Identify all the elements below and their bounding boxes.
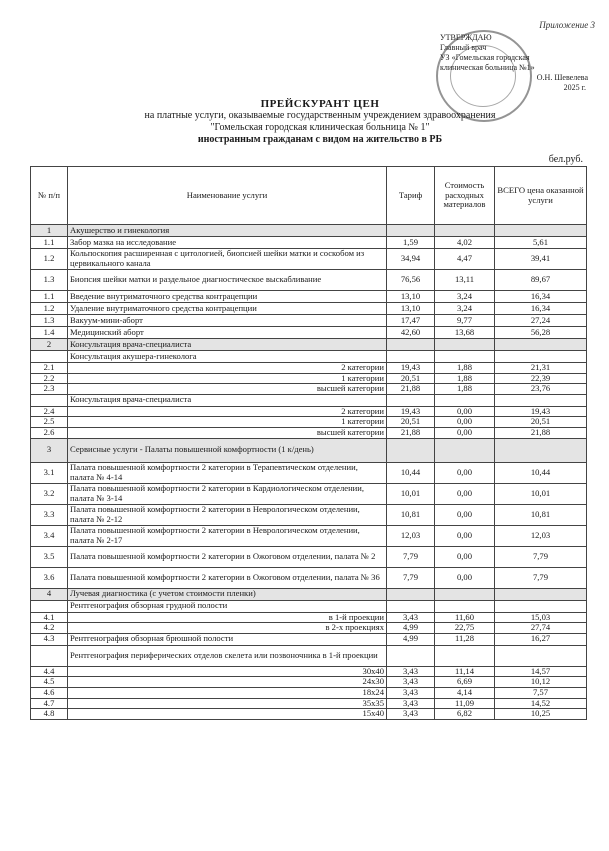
cell-tariff [387,438,435,462]
cell-name: Палата повышенной комфортности 2 категории в Ожоговом отделении, палата № 2 [68,546,387,567]
cell-total [495,438,587,462]
cell-total: 5,61 [495,237,587,249]
currency-label: бел.руб. [548,154,583,165]
cell-materials: 13,68 [435,327,495,339]
cell-num: 4.8 [31,709,68,720]
cell-num: 4.1 [31,612,68,623]
cell-tariff: 7,79 [387,567,435,588]
cell-num: 1.3 [31,315,68,327]
cell-name: 15х40 [68,709,387,720]
cell-materials [435,339,495,351]
column-header-total: ВСЕГО цена оказанной услуги [495,167,587,225]
cell-num: 2.1 [31,363,68,374]
cell-tariff: 19,43 [387,363,435,374]
cell-total: 20,51 [495,417,587,428]
table-row [31,698,587,709]
cell-materials: 0,00 [435,483,495,504]
cell-tariff: 21,88 [387,427,435,438]
cell-total: 10,01 [495,483,587,504]
cell-num: 4.4 [31,666,68,677]
cell-name: 30х40 [68,666,387,677]
column-header-num: № п/п [31,167,68,225]
cell-name: 35х35 [68,698,387,709]
cell-num: 3.1 [31,462,68,483]
table-row [31,225,587,237]
price-table-body [31,225,587,720]
cell-name: Забор мазка на исследование [68,237,387,249]
cell-tariff: 42,60 [387,327,435,339]
cell-num: 1.2 [31,249,68,270]
cell-tariff [387,645,435,666]
cell-num: 1.1 [31,291,68,303]
cell-total: 27,74 [495,623,587,634]
cell-total: 27,24 [495,315,587,327]
table-row [31,394,587,406]
cell-tariff: 10,81 [387,504,435,525]
cell-tariff: 1,59 [387,237,435,249]
cell-num: 4.3 [31,633,68,645]
cell-name: Палата повышенной комфортности 2 категории в Неврологическом отделении, палата № 2-17 [68,525,387,546]
cell-num: 1.3 [31,270,68,291]
cell-materials [435,600,495,612]
cell-name: высшей категории [68,427,387,438]
cell-num: 3.2 [31,483,68,504]
cell-materials: 4,14 [435,687,495,698]
cell-materials: 22,75 [435,623,495,634]
cell-num: 2.5 [31,417,68,428]
table-row [31,645,587,666]
cell-total: 21,88 [495,427,587,438]
cell-num: 2.3 [31,384,68,395]
cell-total: 10,25 [495,709,587,720]
cell-num: 4.7 [31,698,68,709]
cell-tariff: 3,43 [387,698,435,709]
cell-materials [435,351,495,363]
table-row [31,291,587,303]
cell-tariff: 3,43 [387,666,435,677]
cell-name: Сервисные услуги - Палаты повышенной комфортности (1 к/день) [68,438,387,462]
cell-name: Биопсия шейки матки и раздельное диагностическое выскабливание [68,270,387,291]
cell-name: Введение внутриматочного средства контрацепции [68,291,387,303]
cell-materials: 0,00 [435,427,495,438]
approval-line: УЗ «Гомельская городская [440,53,530,62]
table-row [31,384,587,395]
cell-materials: 11,60 [435,612,495,623]
cell-name: высшей категории [68,384,387,395]
cell-total [495,225,587,237]
table-row [31,600,587,612]
cell-name: Палата повышенной комфортности 2 категории в Кардиологическом отделении, палата № 3-14 [68,483,387,504]
cell-materials: 0,00 [435,504,495,525]
cell-tariff: 17,47 [387,315,435,327]
cell-materials: 3,24 [435,291,495,303]
cell-total: 56,28 [495,327,587,339]
cell-num: 3.5 [31,546,68,567]
cell-total: 14,57 [495,666,587,677]
cell-tariff: 12,03 [387,525,435,546]
cell-materials: 11,09 [435,698,495,709]
table-row [31,612,587,623]
table-row [31,303,587,315]
cell-name: Кольпоскопия расширенная с цитологией, биопсией шейки матки и соскобом из цервикального канала [68,249,387,270]
cell-tariff [387,351,435,363]
cell-materials: 0,00 [435,406,495,417]
cell-tariff [387,225,435,237]
column-header-name: Наименование услуги [68,167,387,225]
cell-total: 89,67 [495,270,587,291]
cell-total: 23,76 [495,384,587,395]
cell-tariff: 4,99 [387,633,435,645]
cell-name: 1 категории [68,417,387,428]
cell-tariff [387,339,435,351]
cell-name: 2 категории [68,363,387,374]
cell-name: Акушерство и гинекология [68,225,387,237]
cell-tariff: 3,43 [387,677,435,688]
cell-materials: 1,88 [435,384,495,395]
cell-name: Консультация врача-специалиста [68,394,387,406]
cell-name: Рентгенография периферических отделов скелета или позвоночника в 1-й проекции [68,645,387,666]
cell-name: Лучевая диагностика (с учетом стоимости пленки) [68,588,387,600]
cell-total: 7,79 [495,567,587,588]
cell-total [495,394,587,406]
cell-total [495,588,587,600]
cell-tariff [387,394,435,406]
cell-name: Консультация акушера-гинеколога [68,351,387,363]
cell-total [495,339,587,351]
cell-num: 1.1 [31,237,68,249]
table-row [31,373,587,384]
cell-name: Рентгенография обзорная грудной полости [68,600,387,612]
table-row [31,327,587,339]
cell-tariff: 20,51 [387,373,435,384]
appendix-label: Приложение 3 [539,20,595,30]
table-row [31,315,587,327]
table-row [31,462,587,483]
approval-line: 2025 г. [563,83,586,92]
table-row [31,633,587,645]
table-row [31,525,587,546]
table-row [31,339,587,351]
cell-name: 24х30 [68,677,387,688]
table-row [31,270,587,291]
cell-total: 16,34 [495,291,587,303]
table-row [31,546,587,567]
cell-materials: 0,00 [435,462,495,483]
cell-num: 1 [31,225,68,237]
table-row [31,677,587,688]
table-row [31,623,587,634]
cell-num: 4.5 [31,677,68,688]
cell-materials: 1,88 [435,373,495,384]
cell-materials: 11,28 [435,633,495,645]
cell-num: 4.6 [31,687,68,698]
cell-tariff: 20,51 [387,417,435,428]
approval-line: О.Н. Шевелева [536,73,588,82]
cell-total: 21,31 [495,363,587,374]
cell-num: 4 [31,588,68,600]
cell-total [495,600,587,612]
cell-tariff [387,588,435,600]
cell-name: Медицинский аборт [68,327,387,339]
cell-name: в 1-й проекции [68,612,387,623]
cell-materials: 0,00 [435,417,495,428]
cell-materials [435,588,495,600]
cell-materials: 0,00 [435,525,495,546]
table-row [31,417,587,428]
cell-tariff: 13,10 [387,303,435,315]
cell-tariff: 7,79 [387,546,435,567]
cell-total: 22,39 [495,373,587,384]
cell-materials [435,645,495,666]
cell-tariff: 4,99 [387,623,435,634]
table-row [31,249,587,270]
cell-name: Палата повышенной комфортности 2 категории в Неврологическом отделении, палата № 2-12 [68,504,387,525]
approval-line: УТВЕРЖДАЮ [440,33,492,42]
cell-tariff: 21,88 [387,384,435,395]
cell-num: 3 [31,438,68,462]
cell-name: Удаление внутриматочного средства контрацепции [68,303,387,315]
cell-num: 2.4 [31,406,68,417]
table-row [31,237,587,249]
cell-total: 10,12 [495,677,587,688]
cell-total [495,351,587,363]
cell-num: 1.4 [31,327,68,339]
cell-num [31,600,68,612]
cell-num [31,645,68,666]
cell-num: 1.2 [31,303,68,315]
cell-materials [435,225,495,237]
cell-num: 3.4 [31,525,68,546]
cell-materials: 4,02 [435,237,495,249]
cell-tariff: 3,43 [387,709,435,720]
table-row [31,483,587,504]
cell-total: 10,44 [495,462,587,483]
cell-total: 10,81 [495,504,587,525]
cell-name: Рентгенография обзорная брюшной полости [68,633,387,645]
cell-materials [435,394,495,406]
cell-num [31,351,68,363]
cell-name: 1 категории [68,373,387,384]
cell-total: 15,03 [495,612,587,623]
document-subtitle-2: "Гомельская городская клиническая больница № 1" [210,122,430,133]
cell-total: 14,52 [495,698,587,709]
cell-materials: 4,47 [435,249,495,270]
cell-materials [435,438,495,462]
approval-line: Главный врач [440,43,487,52]
cell-num [31,394,68,406]
cell-num: 3.3 [31,504,68,525]
table-row [31,666,587,677]
cell-num: 4.2 [31,623,68,634]
cell-tariff: 10,01 [387,483,435,504]
cell-tariff: 19,43 [387,406,435,417]
cell-materials: 11,14 [435,666,495,677]
table-row [31,709,587,720]
document-subtitle-1: на платные услуги, оказываемые государственным учреждением здравоохранения [144,110,496,121]
table-row [31,567,587,588]
cell-name: Палата повышенной комфортности 2 категории в Терапевтическом отделении, палата № 4-14 [68,462,387,483]
cell-tariff: 34,94 [387,249,435,270]
cell-total [495,645,587,666]
table-row [31,504,587,525]
cell-num: 2.6 [31,427,68,438]
table-row [31,588,587,600]
cell-total: 16,27 [495,633,587,645]
column-header-tariff: Тариф [387,167,435,225]
column-header-materials: Стоимость расходных материалов [435,167,495,225]
cell-name: 18х24 [68,687,387,698]
cell-num: 2 [31,339,68,351]
document-subtitle-3: иностранным гражданам с видом на жительство в РБ [197,134,443,145]
table-row [31,427,587,438]
cell-total: 19,43 [495,406,587,417]
cell-num: 2.2 [31,373,68,384]
table-row [31,351,587,363]
table-row [31,406,587,417]
cell-total: 7,57 [495,687,587,698]
cell-total: 7,79 [495,546,587,567]
approval-block [440,33,600,93]
approval-line: клиническая больница №1» [440,63,535,72]
cell-tariff: 3,43 [387,687,435,698]
cell-name: Консультация врача-специалиста [68,339,387,351]
cell-materials: 9,77 [435,315,495,327]
cell-materials: 0,00 [435,546,495,567]
document-title: ПРЕЙСКУРАНТ ЦЕН [260,98,380,110]
cell-materials: 6,69 [435,677,495,688]
table-row [31,687,587,698]
cell-materials: 13,11 [435,270,495,291]
cell-num: 3.6 [31,567,68,588]
cell-tariff: 76,56 [387,270,435,291]
cell-tariff [387,600,435,612]
cell-name: в 2-х проекциях [68,623,387,634]
cell-materials: 3,24 [435,303,495,315]
table-row [31,363,587,374]
cell-materials: 0,00 [435,567,495,588]
cell-tariff: 13,10 [387,291,435,303]
cell-materials: 6,82 [435,709,495,720]
cell-name: Вакуум-мини-аборт [68,315,387,327]
cell-name: Палата повышенной комфортности 2 категории в Ожоговом отделении, палата № 36 [68,567,387,588]
cell-total: 39,41 [495,249,587,270]
cell-total: 16,34 [495,303,587,315]
cell-tariff: 3,43 [387,612,435,623]
cell-tariff: 10,44 [387,462,435,483]
table-row [31,438,587,462]
cell-materials: 1,88 [435,363,495,374]
cell-name: 2 категории [68,406,387,417]
price-table [30,166,587,720]
cell-total: 12,03 [495,525,587,546]
